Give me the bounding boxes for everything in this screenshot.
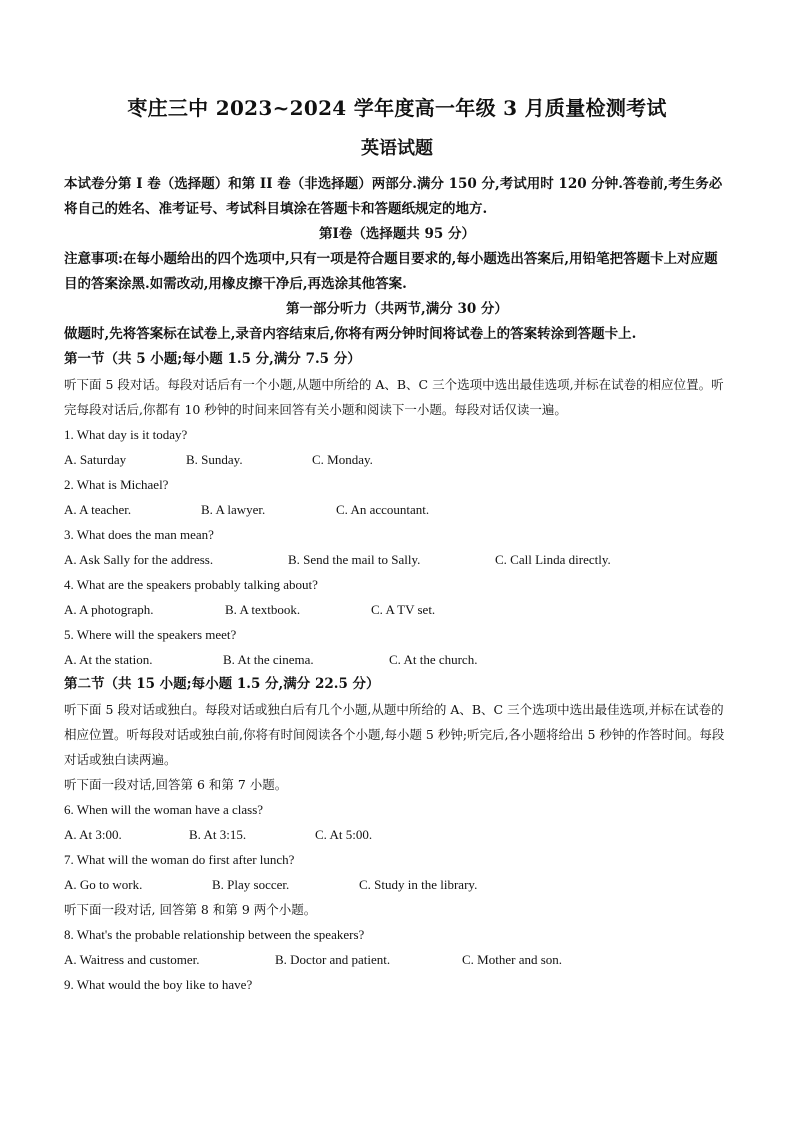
question-text: 2. What is Michael? [64,477,169,492]
question-options [64,647,730,672]
option-c: C. At the church. [389,652,478,667]
question-options [64,497,730,522]
volume1-heading: 第Ⅰ卷（选择题共 95 分） [318,226,475,242]
option-c: C. Monday. [312,452,373,467]
section1-heading: 第一节（共 5 小题;每小题 1.5 分,满分 7.5 分） [64,351,361,367]
part1-heading: 第一部分听力（共两节,满分 30 分） [286,301,508,317]
option-a: A. A teacher. [64,502,132,517]
question-text: 5. Where will the speakers meet? [64,627,237,642]
option-a: A. Saturday [64,452,127,467]
option-a: A. Go to work. [64,877,143,892]
question-options [64,597,730,622]
notice-paragraph: 注意事项:在每小题给出的四个选项中,只有一项是符合题目要求的,每小题选出答案后,用铅笔把答题卡上对应题目的答案涂黑.如需改动,用橡皮擦干净后,再选涂其他答案. [64,251,718,292]
question-text: 1. What day is it today? [64,427,188,442]
option-c: C. Study in the library. [359,877,478,892]
option-a: A. At the station. [64,652,153,667]
option-b: B. At 3:15. [189,827,247,842]
question-options [64,547,730,572]
option-b: B. At the cinema. [223,652,314,667]
option-b: B. Sunday. [186,452,243,467]
question-options [64,947,730,972]
question-text: 4. What are the speakers probably talking about? [64,577,318,592]
option-a: A. At 3:00. [64,827,122,842]
section2-heading: 第二节（共 15 小题;每小题 1.5 分,满分 22.5 分） [64,676,380,692]
question-text: 8. What's the probable relationship between the speakers? [64,927,365,942]
question-text: 9. What would the boy like to have? [64,977,253,992]
option-b: B. Doctor and patient. [275,952,391,967]
option-b: B. A lawyer. [201,502,266,517]
option-c: C. At 5:00. [315,827,373,842]
option-b: B. A textbook. [225,602,301,617]
option-b: B. Play soccer. [212,877,290,892]
question-options [64,822,730,847]
question-options [64,872,730,897]
section2-instruction: 听下面 5 段对话或独白。每段对话或独白后有几个小题,从题中所给的 A、B、C 三个选项中选出最佳选项,并标在试卷的相应位置。听每段对话或独白前,你将有时间阅读各个小题,每小题 5 秒钟;听完后,各小题将给出 5 秒钟的作答时间。每段对话或独白读两遍。 [64,702,725,767]
intro-paragraph: 本试卷分第 I 卷（选择题）和第 II 卷（非选择题）两部分.满分 150 分,考试用时 120 分钟.答卷前,考生务必将自己的姓名、准考证号、考试科目填涂在答题卡和答题纸规定的地方. [64,176,723,217]
option-c: C. An accountant. [336,502,430,517]
option-c: C. Call Linda directly. [495,552,611,567]
question-text: 6. When will the woman have a class? [64,802,264,817]
question-text: 7. What will the woman do first after lunch? [64,852,295,867]
option-c: C. Mother and son. [462,952,563,967]
exam-title: 枣庄三中 2023~2024 学年度高一年级 3 月质量检测考试 [127,96,667,120]
option-a: A. A photograph. [64,602,154,617]
option-a: A. Ask Sally for the address. [64,552,214,567]
question-text: 3. What does the man mean? [64,527,214,542]
option-a: A. Waitress and customer. [64,952,200,967]
option-b: B. Send the mail to Sally. [288,552,421,567]
exam-content [64,172,730,997]
group-note: 听下面一段对话, 回答第 8 和第 9 两个小题。 [64,902,317,917]
option-c: C. A TV set. [371,602,436,617]
group-note: 听下面一段对话,回答第 6 和第 7 小题。 [64,777,288,792]
part1-instruction: 做题时,先将答案标在试卷上,录音内容结束后,你将有两分钟时间将试卷上的答案转涂到答题卡上. [64,326,637,342]
question-options [64,447,730,472]
section1-instruction: 听下面 5 段对话。每段对话后有一个小题,从题中所给的 A、B、C 三个选项中选出最佳选项,并标在试卷的相应位置。听完每段对话后,你都有 10 秒钟的时间来回答有关小题和阅读下一小题。每段对话仅读一遍。 [64,377,724,417]
exam-subtitle: 英语试题 [361,138,433,159]
